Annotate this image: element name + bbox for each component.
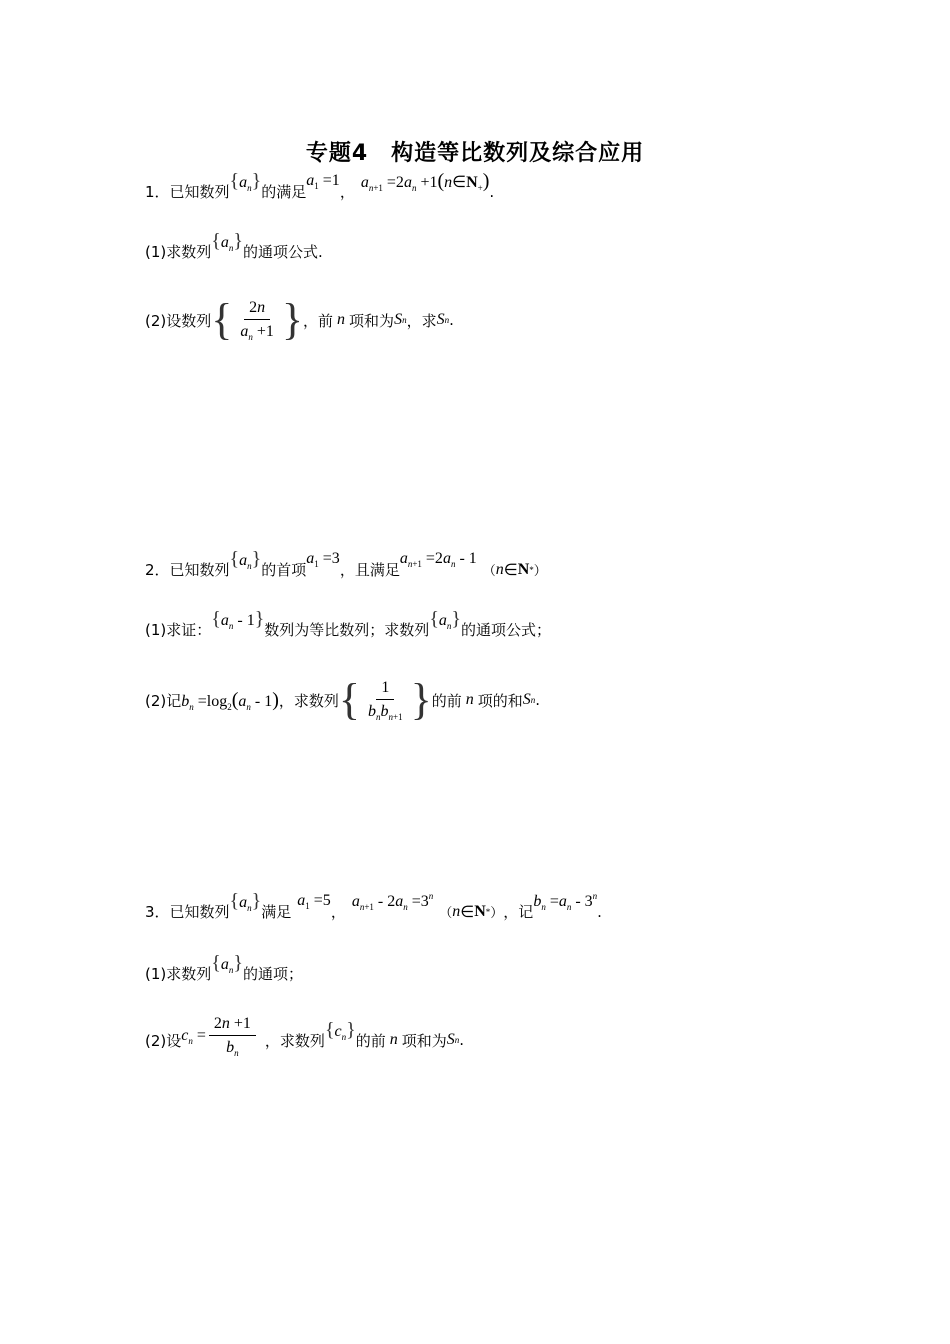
page-title: 专题4 构造等比数列及综合应用	[305, 141, 645, 166]
problem-2-part-2: (2)记 $b_n =\log_2(a_n - 1)$ ，求数列 { $\frac{1}{b_nb_{n+1}}$ } 的前 n 项的和 S n .	[145, 675, 541, 725]
problem-2-part-1: (1)求证： $\{a_n - 1\}$ 数列为等比数列；求数列 $\{a_n\}$ 的通项公式；	[145, 608, 552, 639]
problem-1-statement: 1．已知数列 $\{a_n\}$ 的满足 $a_1 =1$ ， $a_{n+1} =2a_n$ $+1(n\in N_+)$ .	[145, 170, 495, 201]
problem-2-statement: 2．已知数列 $\{a_n\}$ 的首项 $a_1 =3$ ，且满足 $a_{n+1} =2a_n - 1$ （ n ∈ N * ）	[145, 548, 547, 579]
problem-1-part-1: (1)求数列 $\{a_n\}$ 的通项公式.	[145, 230, 323, 261]
problem-3-part-1: (1)求数列 $\{a_n\}$ 的通项；	[145, 952, 303, 983]
problem-1-part-2: (2)设数列 { $\frac{2n}{a_n +1}$ } ，前 n 项和为 S n ，求 S n .	[145, 295, 454, 345]
problem-3-part-2: (2)设 $c_n$ = $\frac{2n +1}{b_n}$ ，求数列 $\{c_n\}$ 的前 n 项和为 S n .	[145, 1015, 465, 1059]
problem-3-statement: 3．已知数列 $\{a_n\}$ 满足 $a_1 =5$ ， $a_{n+1} - 2a_n =3^n$ （ n ∈ N * ） ，记 $b_n =a_n - 3^n$ .	[145, 890, 602, 921]
